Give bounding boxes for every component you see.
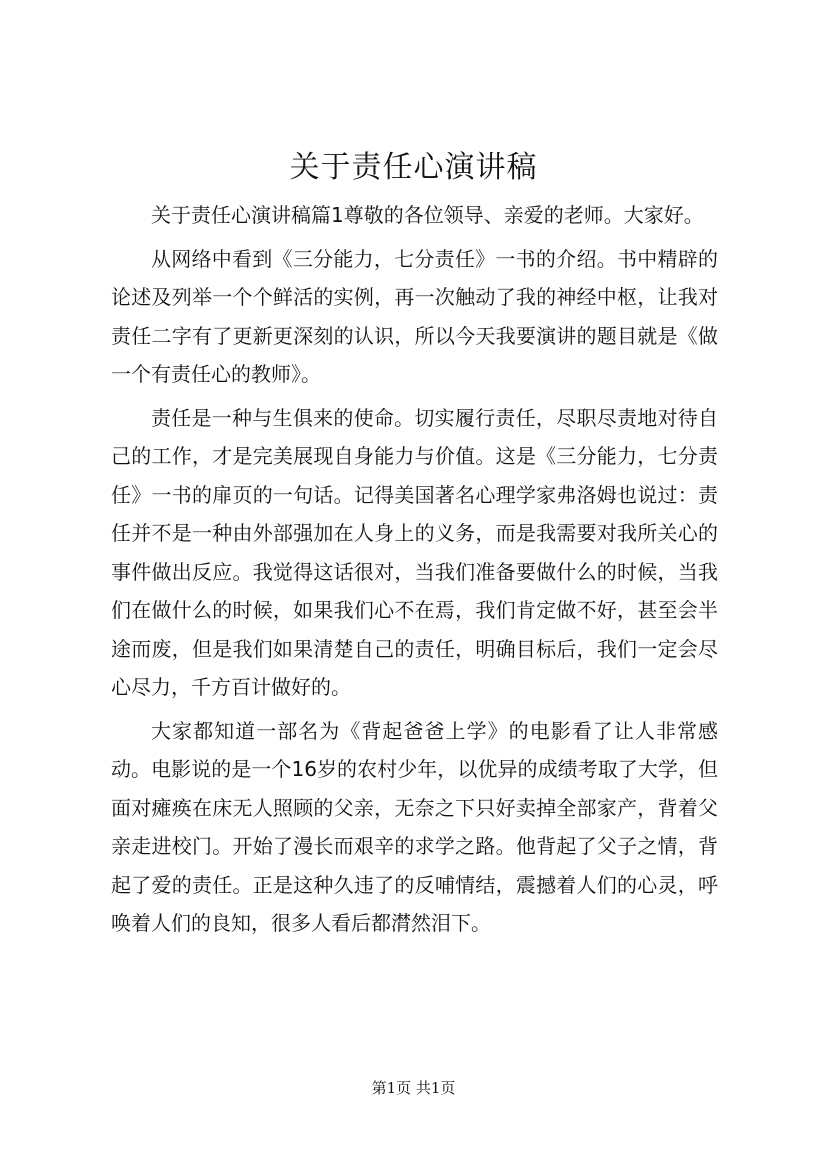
paragraph: 关于责任心演讲稿篇1尊敬的各位领导、亲爱的老师。大家好。 [151,203,704,227]
document-title: 关于责任心演讲稿 [289,150,538,185]
document-body [111,196,718,948]
paragraph: 大家都知道一部名为《背起爸爸上学》的电影看了让人非常感动。电影说的是一个16岁的农村少年，以优异的成绩考取了大学，但面对瘫痪在床无人照顾的父亲，无奈之下只好卖掉全部家产，背着父亲走进校门。开始了漫长而艰辛的求学之路。他背起了父子之情，背起了爱的责任。正是这种久违了的反哺情结，震撼着人们的心灵，呼唤着人们的良知，很多人看后都潸然泪下。 [111,718,718,935]
paragraph: 责任是一种与生俱来的使命。切实履行责任，尽职尽责地对待自己的工作，才是完美展现自身能力与价值。这是《三分能力，七分责任》一书的扉页的一句话。记得美国著名心理学家弗洛姆也说过：责任并不是一种由外部强加在人身上的义务，而是我需要对我所关心的事件做出反应。我觉得这话很对，当我们准备要做什么的时候，当我们在做什么的时候，如果我们心不在焉，我们肯定做不好，甚至会半途而废，但是我们如果清楚自己的责任，明确目标后，我们一定会尽心尽力，千方百计做好的。 [111,405,718,699]
page-footer: 第1页 共1页 [371,1079,456,1097]
paragraph: 从网络中看到《三分能力，七分责任》一书的介绍。书中精辟的论述及列举一个个鲜活的实例，再一次触动了我的神经中枢，让我对责任二字有了更新更深刻的认识，所以今天我要演讲的题目就是《做一个有责任心的教师》。 [111,246,718,386]
